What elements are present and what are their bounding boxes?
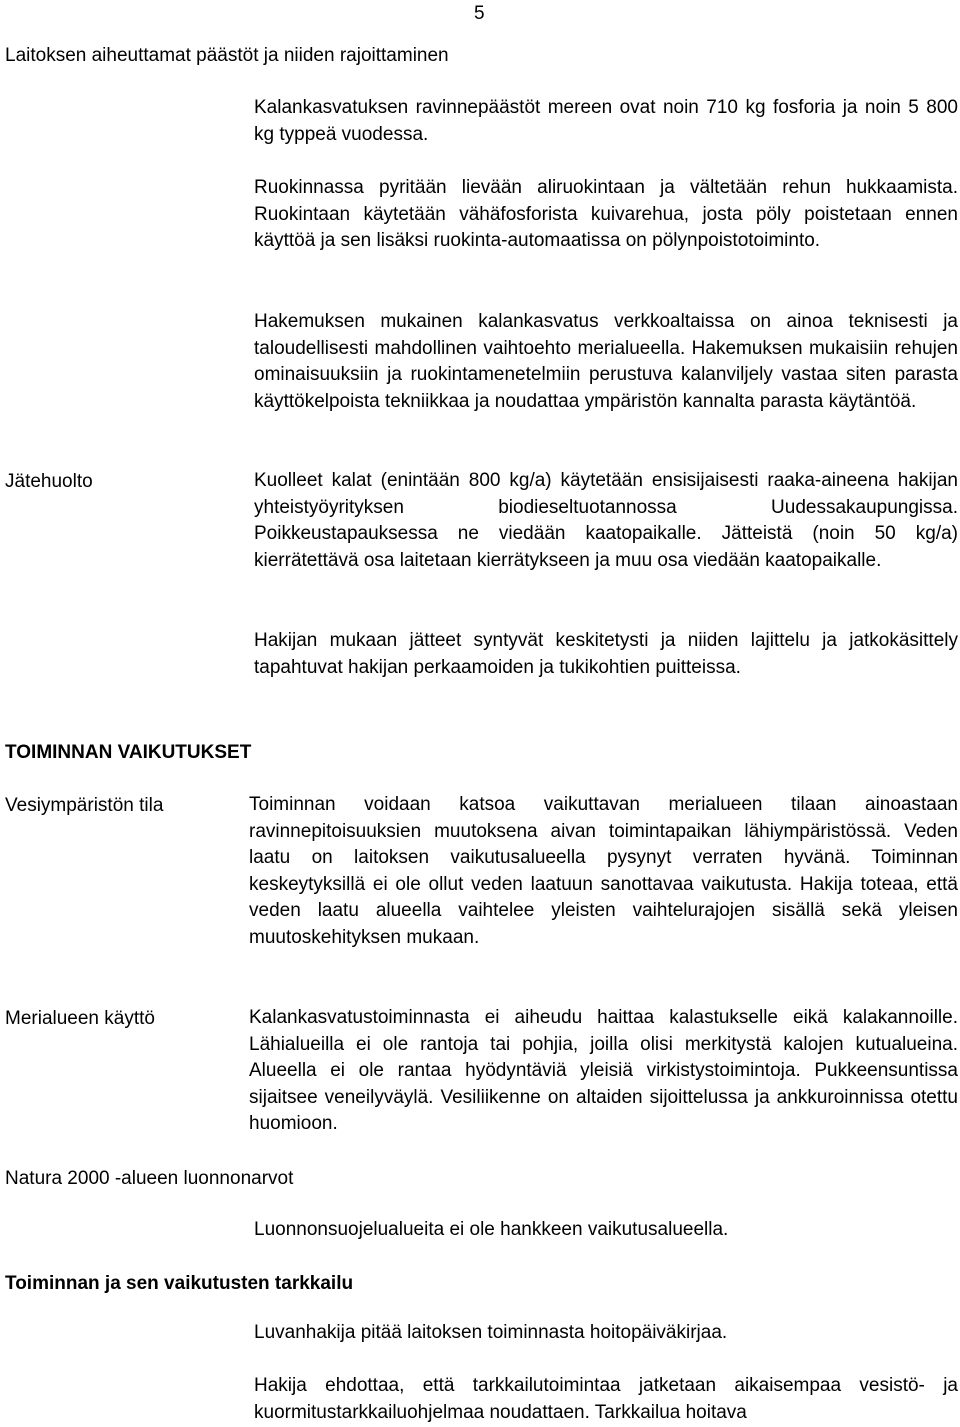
paragraph-monitoring-2: Hakija ehdottaa, että tarkkailutoimintaa jatketaan aikaisempaa vesistö- ja kuormitustarkkailuohjelmaa noudattaen. Tarkkailua hoitava <box>254 1375 958 1423</box>
paragraph-water-1: Toiminnan voidaan katsoa vaikuttavan merialueen tilaan ainoastaan ravinnepitoisuuksien muutoksena aivan toimintapaikan lähiympäristössä. Veden laatu on laitoksen vaikutusalueella pysynyt verraten hyvänä. Toiminnan keskeytyksillä ei ole ollut veden laatuun sanottavaa vaikutusta. Hakija toteaa, että veden laatu alueella vaihtelee yleisten vaihtelurajojen sisällä sekä yleisen muutoskehityksen mukaan. <box>249 794 958 948</box>
section-label-natura: Natura 2000 -alueen luonnonarvot <box>5 1168 294 1189</box>
paragraph-sea-use-1: Kalankasvatustoiminnasta ei aiheudu haittaa kalastukselle eikä kalakannoille. Lähialueilla ei ole rantoja tai pohjia, joilla olisi merkitystä kalojen kutualueina. Alueella ei ole rantaa hyödyntäviä yleisiä virkistystoimintoja. Pukkeensuntissa sijaitsee veneilyväylä. Vesiliikenne on altaiden sijoittelussa ja ankkuroinnissa otettu huomioon. <box>249 1007 958 1135</box>
paragraph-emissions-1: Kalankasvatuksen ravinnepäästöt mereen ovat noin 710 kg fosforia ja noin 5 800 kg typpeä vuodessa. <box>254 97 958 145</box>
section-label-emissions: Laitoksen aiheuttamat päästöt ja niiden rajoittaminen <box>5 45 449 66</box>
monitoring-heading: Toiminnan ja sen vaikutusten tarkkailu <box>5 1273 354 1294</box>
paragraph-monitoring-1: Luvanhakija pitää laitoksen toiminnasta hoitopäiväkirjaa. <box>254 1322 728 1343</box>
section-label-water: Vesiympäristön tila <box>5 795 164 816</box>
section-label-sea-use: Merialueen käyttö <box>5 1008 155 1029</box>
paragraph-waste-1: Kuolleet kalat (enintään 800 kg/a) käytetään ensisijaisesti raaka-aineena hakijan yhteistyöyrityksen biodieseltuotannossa Uudessakaupungissa. Poikkeustapauksessa ne viedään kaatopaikalle. Jätteistä (noin 50 kg/a) kierrätettävä osa laitetaan kierrätykseen ja muu osa viedään kaatopaikalle. <box>254 470 958 571</box>
paragraph-emissions-3: Hakemuksen mukainen kalankasvatus verkkoaltaissa on ainoa teknisesti ja taloudellisesti mahdollinen vaihtoehto merialueella. Hakemuksen mukaisiin rehujen ominaisuuksiin ja ruokintamenetelmiin perustuva kalanviljely vastaa siten parasta käyttökelpoista tekniikkaa ja noudattaa ympäristön kannalta parasta käytäntöä. <box>254 311 958 412</box>
paragraph-natura-1: Luonnonsuojelualueita ei ole hankkeen vaikutusalueella. <box>254 1219 729 1240</box>
page-number: 5 <box>474 3 485 24</box>
paragraph-waste-2: Hakijan mukaan jätteet syntyvät keskitetysti ja niiden lajittelu ja jatkokäsittely tapahtuvat hakijan perkaamoiden ja tukikohtien puitteissa. <box>254 630 958 678</box>
section-label-waste: Jätehuolto <box>5 471 93 492</box>
effects-heading: TOIMINNAN VAIKUTUKSET <box>5 742 252 763</box>
paragraph-emissions-2: Ruokinnassa pyritään lievään aliruokintaan ja vältetään rehun hukkaamista. Ruokintaan käytetään vähäfosforista kuivarehua, josta pöly poistetaan ennen käyttöä ja sen lisäksi ruokinta-automaatissa on pölynpoistotoiminto. <box>254 177 958 252</box>
